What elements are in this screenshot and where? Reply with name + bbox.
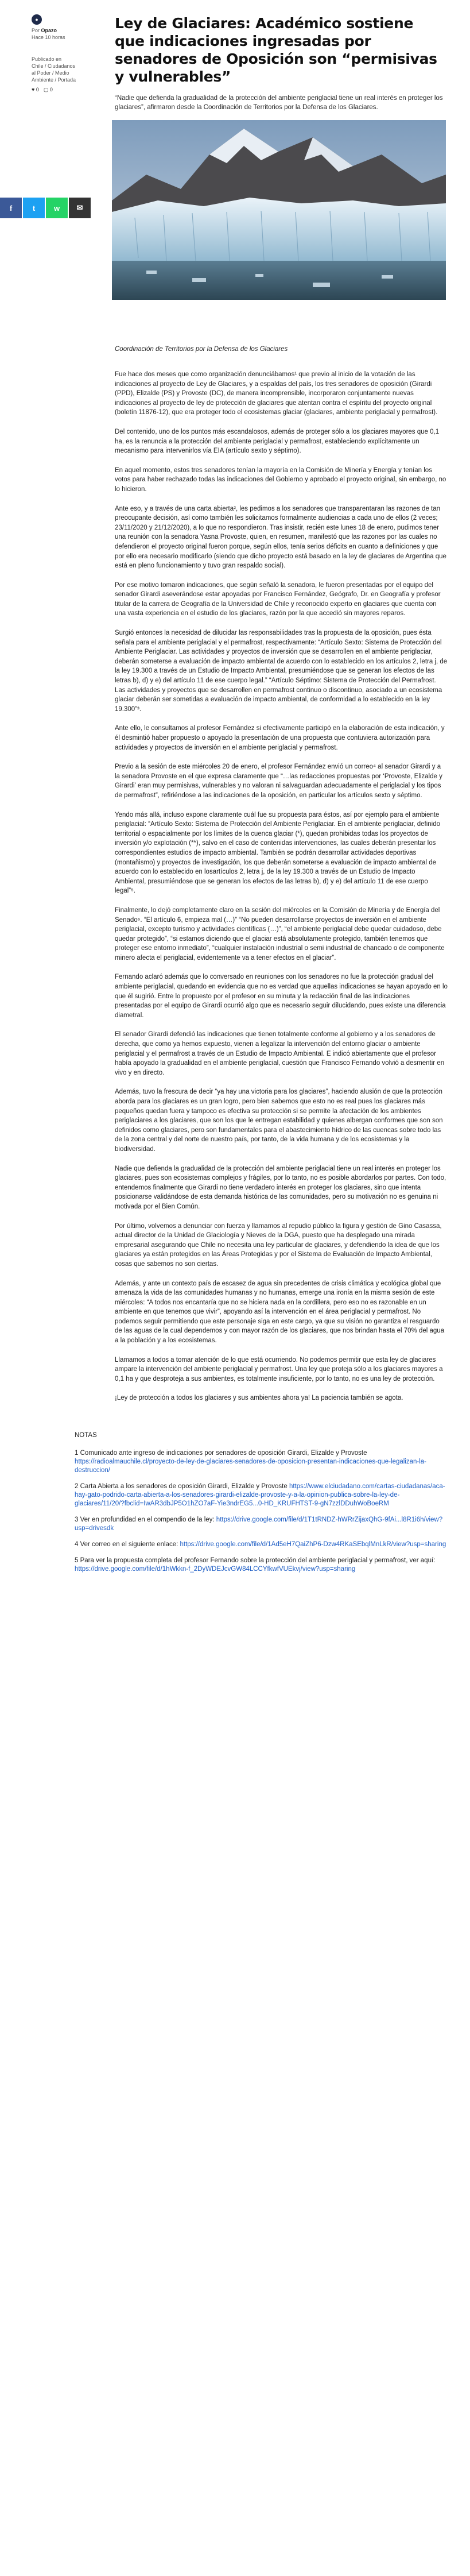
author-sidebar — [32, 14, 77, 93]
facebook-icon: f — [9, 203, 13, 213]
note-item — [75, 1557, 448, 1574]
paragraph: ¡Ley de protección a todos los glaciares y sus ambientes ahora ya! La paciencia también se agota. — [115, 1395, 403, 1402]
note-text: 2 Carta Abierta a los senadores de oposición Girardi, Elizalde y Provoste — [75, 1483, 289, 1490]
note-text: 1 Comunicado ante ingreso de indicaciones por senadores de oposición Girardi, Elizalde y Provoste — [75, 1450, 367, 1457]
note-link[interactable]: https://drive.google.com/file/d/1Ad5eH7QaiZhP6-Dzw4RKaSEbqlMnLkR/view?usp=sharing — [180, 1541, 446, 1548]
published-label: Publicado en — [32, 56, 62, 62]
paragraph: Del contenido, uno de los puntos más escandalosos, además de proteger sólo a los glaciares mayores que 0,1 ha, es la renuncia a la protección del ambiente periglacial y permafrost, estableciendo explícitamente un mecanismo para intervenirlos vía EIA (artículo sexto y séptimo). — [115, 428, 440, 455]
whatsapp-icon: w — [53, 203, 60, 213]
paragraph: Fue hace dos meses que como organización denunciábamos¹ que previo al inicio de la votación de las indicaciones al proyecto de Ley de Glaciares, y a espaldas del país, los tres senadores de oposición (Girardi (PPD), Elizalde (PS) y Provoste (DC), de manera incomprensible, incorporaron conjuntamente nuevas indicaciones al proyecto de ley de protección de glaciares que atentan contra el espíritu del proyecto original (boletín 11876-12), que era proteger todo el ecosistemas glaciar (glaciares, ambiente periglacial y permafrost). — [115, 371, 438, 416]
post-time: Hace 10 horas — [32, 34, 65, 40]
paragraph: Por ese motivo tomaron indicaciones, que según señaló la senadora, le fueron presentadas por el equipo del senador Girardi aseverándose estar apoyadas por Francisco Fernández, Geógrafo, Dr. en Geografía y profesor titular de la carrera de Geografía de la Universidad de Chile y reconocido experto en glaciares que cuenta con una vasta experiencia en el estudio de los glaciares, razón por la que accedió sin mayores reparos. — [115, 581, 441, 617]
likes-value: 0 — [36, 87, 39, 92]
paragraph: Surgió entonces la necesidad de dilucidar las responsabilidades tras la propuesta de la oposición, pues ésta señala para el ambiente periglacial y el permafrost, respectivamente: “Artículo Sexto: Sistema de Protección del Ambiente Periglaciar. Las actividades y proyectos de inversión que se desarrollen en el ambiente periglaciar, deberán someterse a evaluación de impacto ambiental de acuerdo con lo establecido en los artículos 2, letra j, de la ley 19.300 a través de un Estudio de Impacto Ambiental, presumiéndose que se generan los efectos de las letras b), d) y e) del artículo 11 de ese cuerpo legal.” “Artículo Séptimo: Sistema de Protección del Permafrost. Las actividades y proyectos que se desarrollen en permafrost continuo o discontinuo, asociado a un ecosistema glaciar deberán ser sometidas a evaluación de impacto ambiental, de conformidad a lo establecido en la ley 19.300”³. — [115, 629, 448, 713]
user-icon: ● — [35, 17, 38, 22]
paragraph: Ante eso, y a través de una carta abierta², les pedimos a los senadores que transparentaran las razones de tan preocupante decisión, así como también les solicitamos formalmente audiencias a cada uno de ellos (2 veces; 23/11/2020 y 21/12/2020), a lo que no respondieron. Tras insistir, recién este lunes 18 de enero, pudimos tener una reunión con la senadora Yasna Provoste, quien, en resumen, manifestó que las razones por las cuales no defendieron el proyecto original fueron porque, según ellos, tenía serios déficits en cuanto a definiciones y que por ello era necesario modificarlo (siendo que dicho proyecto está basado en la ley de glaciares de Argentina que está en pleno funcionamiento y tuvo gran respaldo social). — [115, 505, 446, 570]
paragraph: Además, y ante un contexto país de escasez de agua sin precedentes de crisis climática y ecológica global que amenaza la vida de las comunidades humanas y no humanas, emerge una ironía en la misma sesión de este miércoles: “A todos nos encantaría que no se hiciera nada en la cordillera, pero eso no es razonable en un ambiente en que tenemos que vivir”, apoyando así la intervención en el área periglacial y permafrost. No podemos seguir permitiendo que este personaje siga en este cargo, ya que su visión no garantiza el resguardo de las aguas de la cual dependemos y con mayor razón de los glaciares, que nos brindan hasta el 70% del agua a la población y a los ecosistemas. — [115, 1280, 445, 1345]
paragraph: Yendo más allá, incluso expone claramente cuál fue su propuesta para éstos, así por ejemplo para el ambiente periglacial: “Artículo Sexto: Sistema de Protección del Ambiente Periglaciar. En el ambiente periglaciar, definido territorial o espacialmente por los límites de la cuenca glaciar (*), quedan prohibidas todas los proyectos de inversión y/o explotación (**), salvo en el caso de contenidas intervenciones, las cuales deberán presentar los correspondientes estudios de impacto ambiental. También se podrán desarrollar actividades deportivas (montañismo) y proyectos de investigación, los que deberán someterse a evaluación de impacto ambiental de acuerdo con lo establecido en losartículos 2, letra j, de la ley 19.300 a través de un Estudio de Impacto Ambiental, presumiéndose que se generan los efectos de las letras b), d) y e) del artículo 11 de ese cuerpo legal”⁵. — [115, 811, 440, 895]
author-prefix: Por — [32, 28, 40, 33]
paragraph: Nadie que defienda la gradualidad de la protección del ambiente periglacial tiene un real interés en proteger los glaciares, pues son ecosistemas complejos y frágiles, por lo tanto, no es posible abordarlos por partes. Con todo, entendemos finalmente que Girardi no tiene verdadero interés en proteger los glaciares, sino que intenta posicionarse validándose de esta demanda histórica de las comunidades, pero su motivación no es genuina ni motivada por el Bien Común. — [115, 1165, 446, 1210]
note-text: 3 Ver en profundidad en el compendio de la ley: — [75, 1516, 216, 1524]
email-icon: ✉ — [76, 203, 83, 212]
comment-count[interactable]: ▢ 0 — [43, 87, 53, 92]
note-link[interactable]: https://drive.google.com/file/d/1hWkkn-f_2DyWDEJcvGW84LCCYfkwfVUEkvj/view?usp=sharing — [75, 1566, 356, 1573]
paragraph: Fernando aclaró además que lo conversado en reuniones con los senadores no fue la protección gradual del ambiente periglacial, quedando en evidencia que no es verdad que aquellas indicaciones se hayan apoyado en lo que él sugirió. Entre lo propuesto por el profesor en su minuta y la redacción final de las indicaciones presentadas por el equipo de Girardi ocurrió algo que es necesario seguir dilucidando, pues existe una diferencia diametral. — [115, 974, 448, 1019]
article-intro: “Nadie que defienda la gradualidad de la protección del ambiente periglacial tiene un real interés en proteger los glaciares”, afirmaron desde la Coordinación de Territorios por la Defensa de los Glaciares. — [115, 95, 443, 111]
paragraph: El senador Girardi defendió las indicaciones que tienen totalmente conforme al gobierno y a los senadores de derecha, que como ya hemos expuesto, vienen a legalizar la intervención del entorno glaciar o ambiente periglacial y el permafrost a través de un Estudio de Impacto Ambiental. E indicó abiertamente que el profesor había apoyado la gradualidad en el ambiente periglacial, cuestión que Francisco Fernando volvió a desmentir en vivo y en directo. — [115, 1031, 445, 1076]
share-bar — [0, 198, 91, 218]
paragraph: Además, tuvo la frescura de decir “ya hay una victoria para los glaciares”, haciendo alusión de que la protección aborda para los glaciares es un gran logro, pero bien sabemos que esto no es real pues los glaciares más pequeños quedan fuera y tampoco es efectiva su protección si se permite la afectación de los ambientes periglaciares a los glaciares, que son los que le entregan estabilidad y quienes albergan conformes que son son definidos como glaciares, pero son fundamentales para el abastecimiento hídrico de las cuencas sobre todo las de la zona central y del norte de nuestro país, por tanto, de la vida humana y de los ecosistemas y la biodiversidad. — [115, 1088, 443, 1153]
paragraph: En aquel momento, estos tres senadores tenían la mayoría en la Comisión de Minería y Energía y tenían los votos para haber rechazado todas las indicaciones del Gobierno y aprobado el proyecto original, sin embargo, no lo hicieron. — [115, 466, 446, 493]
twitter-icon: t — [32, 203, 36, 213]
post-stats — [32, 87, 77, 93]
note-item — [75, 1540, 448, 1549]
paragraph: Ante ello, le consultamos al profesor Fernández si efectivamente participó en la elaboración de esta indicación, y él desmintió haber propuesto o apoyado la presentación de una propuesta que contuviera autorización para actividades y proyectos de inversión en el ambiente periglacial y permafrost. — [115, 725, 445, 751]
avatar[interactable] — [32, 14, 42, 25]
paragraph: Previo a la sesión de este miércoles 20 de enero, el profesor Fernández envió un correo⁴ al senador Girardi y a la senadora Provoste en el que expresa claramente que “…las redacciones propuestas por ‘Provoste, Elizalde y Girardi’ eran muy permisivas, vulnerables y no valoran ni salvaguardan adecuadamente el periglacial y los tipos de permafrost”, refiriéndose a las indicaciones de la oposición, en particular los artículos sexto y séptimo. — [115, 763, 442, 799]
note-link[interactable]: https://drive.google.com/file/d/1T1tRNDZ-hWRrZijaxQhG-9fAi...l8R1i6h/view?usp=drivesdk — [75, 1516, 443, 1532]
photo-caption: Coordinación de Territorios por la Defensa de los Glaciares — [115, 346, 288, 353]
email-share-button[interactable] — [69, 198, 91, 218]
note-item — [75, 1516, 448, 1533]
article-title: Ley de Glaciares: Académico sostiene que indicaciones ingresadas por senadores de Oposición son “permisivas y vulnerables” — [115, 15, 437, 85]
author-name[interactable]: Opazo — [41, 28, 57, 33]
facebook-share-button[interactable] — [0, 198, 22, 218]
note-link[interactable]: https://www.elciudadano.com/cartas-ciudadanas/aca-hay-gato-podrido-carta-abierta-a-los-senadores-girardi-elizalde-provoste-y-a-la-opinion-publica-sobre-la-ley-de-glaciares/11/20/?fbclid=IwAR3dbJP5O1hZO7aF-Yie3ndrEG5...0-HD_KRUFHTST-9-gN7zzlDDuhWoBoeRM — [75, 1483, 445, 1508]
paragraph: Finalmente, lo dejó completamente claro en la sesión del miércoles en la Comisión de Minería y de Energía del Senado⁶. “El artículo 6, empieza mal (…)” “No pueden desarrollarse proyectos de inversión en el ambiente periglacial, excepto turismo y actividades científicas (…)”, “el ambiente periglacial debe quedar cuidadoso, debe quedar protegido”, “si estamos diciendo que el glaciar está absolutamente protegido, también tenemos que proteger ese entorno inmediato”, “cualquier instalación industrial o semi industrial de chancado o de componente minero afecta el periglacial, evidentemente va a tener efectos en el glaciar”. — [115, 906, 445, 961]
paragraph: Llamamos a todos a tomar atención de lo que está ocurriendo. No podemos permitir que esta ley de glaciares ampare la intervención del ambiente periglacial y permafrost. Una ley que proteja sólo a los glaciares mayores a 0,1 ha y que desproteja a sus ambientes, es totalmente insuficiente, por lo tanto, no es una ley de protección. — [115, 1356, 443, 1382]
comments-value: 0 — [49, 87, 53, 92]
note-text: 5 Para ver la propuesta completa del profesor Fernando sobre la protección del ambiente periglacial y permafrost, ver aquí: — [75, 1557, 436, 1565]
whatsapp-share-button[interactable] — [46, 198, 68, 218]
glacier-photo — [112, 120, 446, 300]
like-count[interactable]: ♥ 0 — [32, 87, 39, 92]
notes-heading: NOTAS — [75, 1432, 97, 1439]
paragraph: Por último, volvemos a denunciar con fuerza y llamamos al repudio público la figura y gestión de Gino Casassa, actual director de la Unidad de Glaciología y Nieves de la DGA, puesto que ha desplegado una mirada empresarial asegurando que Chile no necesita una ley particular de glaciares, y defendiendo la idea de que los glaciares ya están protegidos en las Áreas Protegidas y por el Sistema de Evaluación de Impacto Ambiental, cosas que sabemos no son ciertas. — [115, 1222, 442, 1268]
article-body — [115, 370, 448, 1403]
category-links[interactable]: Chile / Ciudadanos al Poder / Medio Ambiente / Portada — [32, 63, 76, 83]
twitter-share-button[interactable] — [23, 198, 45, 218]
article — [75, 14, 448, 1581]
note-item — [75, 1449, 448, 1475]
note-link[interactable]: https://radioalmauchile.cl/proyecto-de-ley-de-glaciares-senadores-de-oposicion-presentan-indicaciones-que-legalizan-la-destruccion/ — [75, 1458, 427, 1474]
note-item — [75, 1482, 448, 1508]
notes-list — [75, 1449, 448, 1574]
author-line — [32, 27, 77, 34]
note-text: 4 Ver correo en el siguiente enlace: — [75, 1541, 180, 1548]
